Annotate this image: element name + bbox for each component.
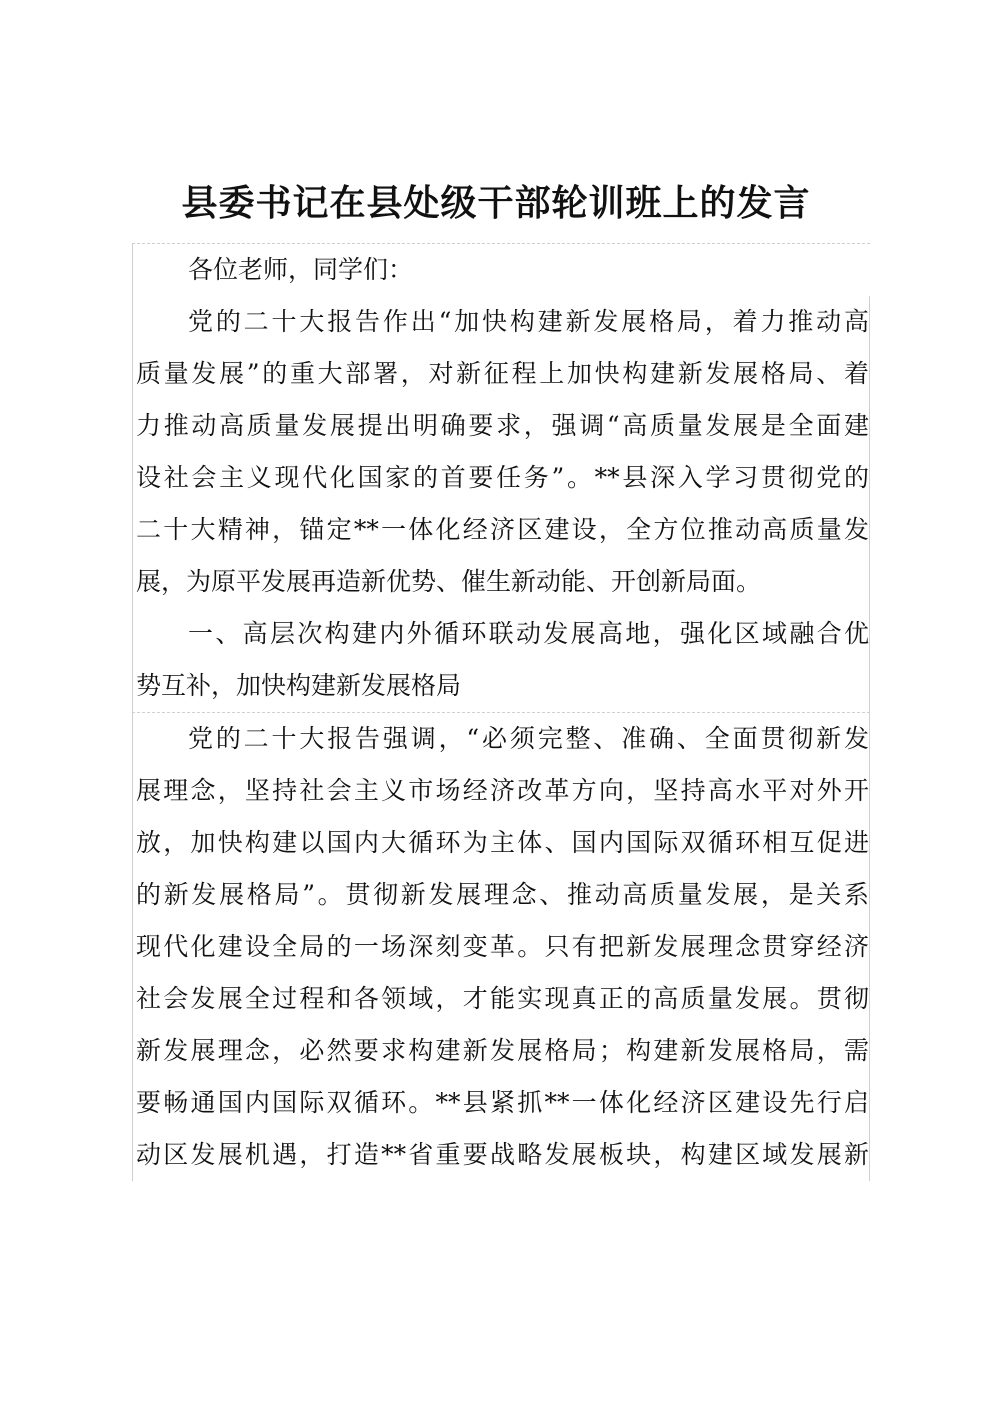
greeting-block <box>132 244 870 296</box>
paragraph-line: 新发展理念，必然要求构建新发展格局；构建新发展格局，需 <box>136 1036 869 1065</box>
paragraph-line: 质量发展”的重大部署，对新征程上加快构建新发展格局、着 <box>136 359 869 388</box>
paragraph-line: 设社会主义现代化国家的首要任务”。**县深入学习贯彻党的 <box>136 463 869 492</box>
greeting-line: 各位老师，同学们： <box>188 255 414 284</box>
document-body <box>132 243 870 1181</box>
paragraph-line: 现代化建设全局的一场深刻变革。只有把新发展理念贯穿经济 <box>136 932 869 961</box>
paragraph-line: 二十大精神，锚定**一体化经济区建设，全方位推动高质量发 <box>136 515 869 544</box>
paragraph-line: 力推动高质量发展提出明确要求，强调“高质量发展是全面建 <box>136 411 869 440</box>
paragraph-line: 党的二十大报告强调，“必须完整、准确、全面贯彻新发 <box>188 724 869 753</box>
paragraph-line: 党的二十大报告作出“加快构建新发展格局，着力推动高 <box>188 307 869 336</box>
heading-line: 一、高层次构建内外循环联动发展高地，强化区域融合优 <box>188 619 869 648</box>
document-title: 县委书记在县处级干部轮训班上的发言 <box>181 183 811 224</box>
paragraph-2 <box>132 713 870 1181</box>
paragraph-line: 展，为原平发展再造新优势、催生新动能、开创新局面。 <box>136 567 762 596</box>
paragraph-line: 放，加快构建以国内大循环为主体、国内国际双循环相互促进 <box>136 828 869 857</box>
paragraph-line: 要畅通国内国际双循环。**县紧抓**一体化经济区建设先行启 <box>136 1088 869 1117</box>
heading-line: 势互补，加快构建新发展格局 <box>136 671 462 700</box>
paragraph-line: 动区发展机遇，打造**省重要战略发展板块，构建区域发展新 <box>136 1140 869 1169</box>
paragraph-1 <box>132 296 870 608</box>
section-heading-1 <box>132 608 870 712</box>
paragraph-line: 展理念，坚持社会主义市场经济改革方向，坚持高水平对外开 <box>136 776 869 805</box>
paragraph-line: 的新发展格局”。贯彻新发展理念、推动高质量发展，是关系 <box>136 880 869 909</box>
paragraph-line: 社会发展全过程和各领域，才能实现真正的高质量发展。贯彻 <box>136 984 869 1013</box>
